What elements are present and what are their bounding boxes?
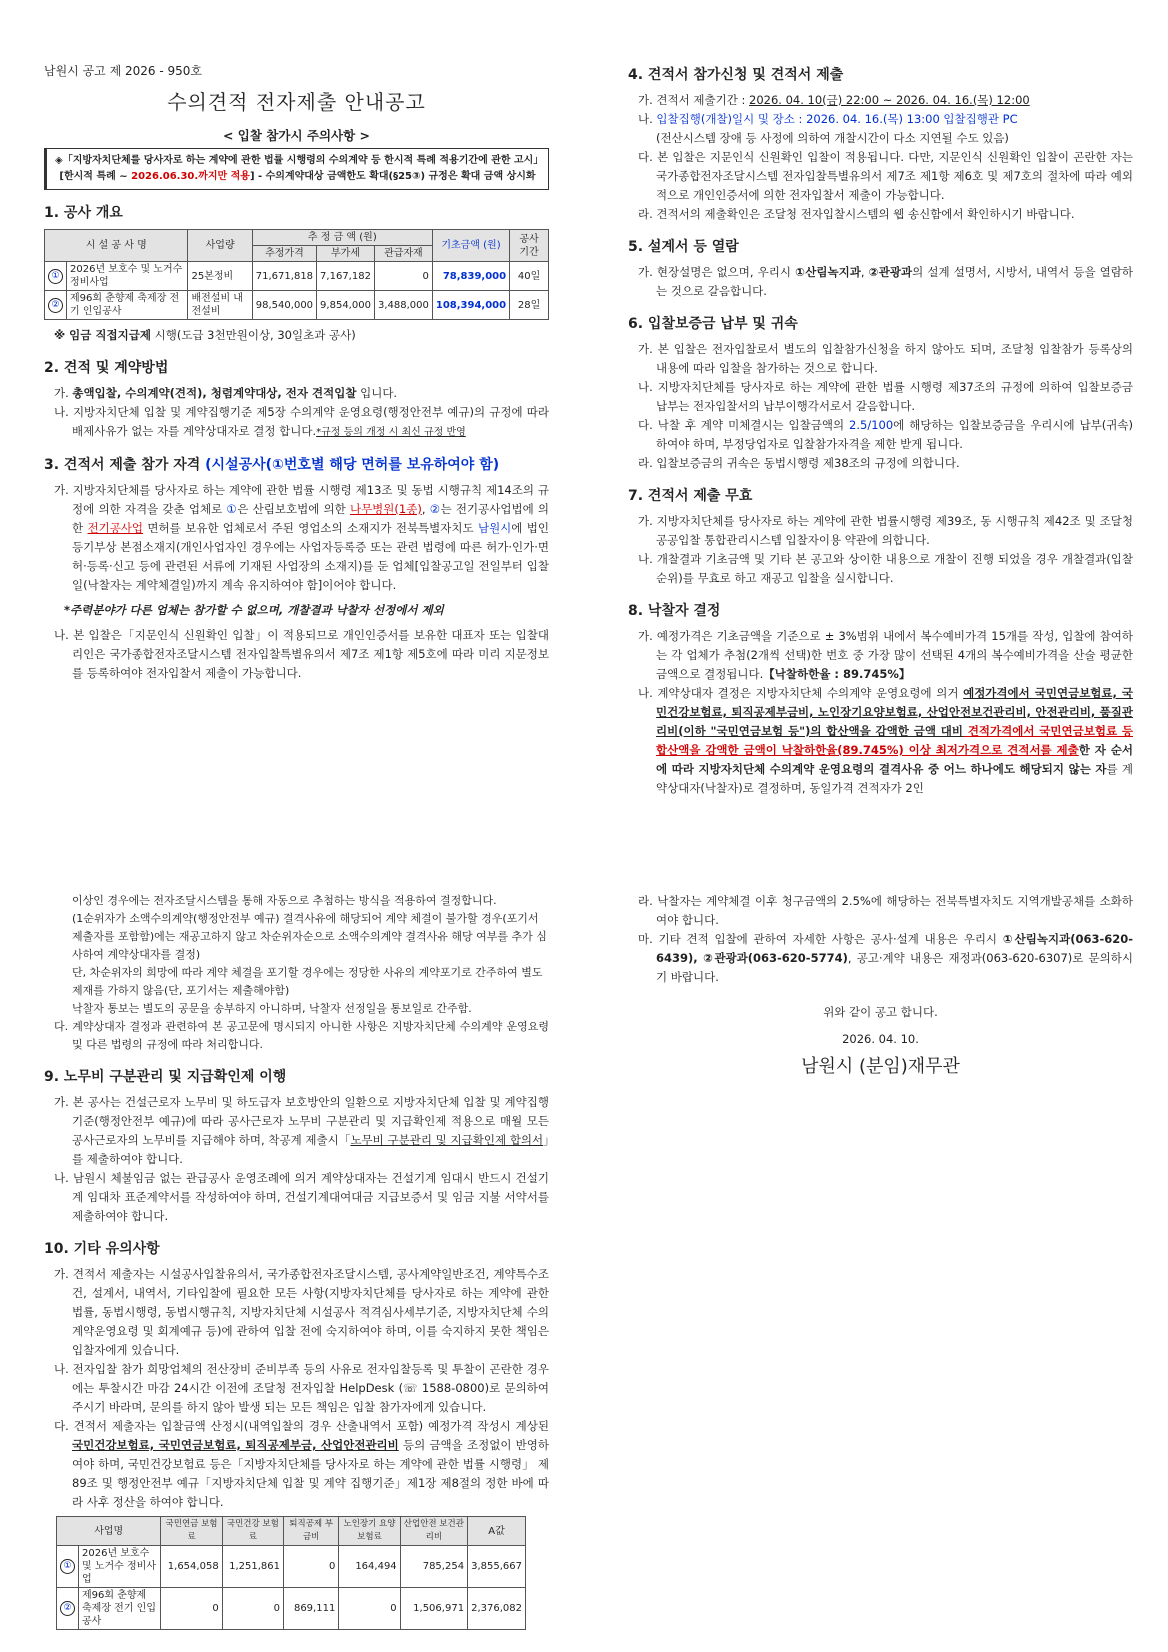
section-1-title: 1. 공사 개요 <box>44 205 123 221</box>
th-base: 기초금액 (원) <box>432 230 509 262</box>
s10-na: 나. 전자입찰 참가 희망업체의 전산장비 준비부족 등의 사유로 전자입찰등록 및 투찰이 곤란한 경우에는 투찰시간 마감 24시간 이전에 조달청 전자입찰 HelpDesk (☏ 1588-0800)로 문의하여 주시기 바라며, 문의를 하지 않아 발생 되는 모든 책임은 입찰 참가자에게 있습니다. <box>54 1362 549 1414</box>
s2-na: 나. 지방자치단체 입찰 및 계약집행기준 제5장 수의계약 운영요령(행정안전부 예규)의 규정에 따라 배제사유가 없는 자를 계약상대자로 결정 합니다.*규정 등의 개정 시 최신 규정 반영 <box>54 405 549 438</box>
s8-cont-3: 단, 차순위자의 희망에 따라 계약 체결을 포기할 경우에는 정당한 사유의 계약포기로 간주하여 별도 제재를 가하지 않음(단, 포기서는 제출해야함) <box>72 966 543 997</box>
table-row: ① 2026년 보호수 및 노거수 정비사업 25본정비 71,671,818 7,167,182 0 78,839,000 40일 <box>45 262 549 291</box>
section-8-title: 8. 낙찰자 결정 <box>628 603 721 619</box>
s8-da: 다. 계약상대자 결정과 관련하여 본 공고문에 명시되지 아니한 사항은 지방자치단체 수의계약 운영요령 및 다른 법령의 규정에 따라 처리합니다. <box>54 1020 549 1051</box>
th-vat: 부가세 <box>317 246 375 262</box>
caution-line-1: ◈「지방자치단체를 당사자로 하는 계약에 관한 법률 시행령의 수의계약 등 한시적 특례 적용기간에 관한 고시」 <box>55 155 544 166</box>
s4-ra: 라. 견적서의 제출확인은 조달청 전자입찰시스템의 웹 송신함에서 확인하시기 바랍니다. <box>638 207 1075 221</box>
s3-na: 나. 본 입찰은「지문인식 신원확인 입찰」이 적용되므로 개인인증서를 보유한 대표자 또는 입찰대리인은 국가종합전자조달시스템 전자입찰특별유의서 제7조 제1항 제5호에 따라 미리 지문정보를 등록하여야 전자입찰서 제출이 가능합니다. <box>54 628 549 680</box>
section-2-title: 2. 견적 및 계약방법 <box>44 360 169 376</box>
s7-ga: 가. 지방자치단체를 당사자로 하는 계약에 관한 법률시행령 제39조, 동 시행규칙 제42조 및 조달청 공공입찰 통합관리시스템 입찰자이용 약관에 의합니다. <box>638 514 1133 547</box>
right-column-top <box>628 62 1133 798</box>
s6-na: 나. 지방자치단체를 당사자로 하는 계약에 관한 법률 시행령 제37조의 규정에 의하여 입찰보증금 납부는 전자입찰서의 납부이행각서로서 갈음합니다. <box>638 380 1133 413</box>
th-est-price: 추정가격 <box>252 246 316 262</box>
s8-ma: 마. 기타 견적 입찰에 관하여 자세한 사항은 공사·설계 내용은 우리시 ①산림녹지과(063-620-6439), ②관광과(063-620-5774), 공고·계약 내용은 재정과(063-620-6307)로 문의하시기 바랍니다. <box>638 932 1134 984</box>
table-row: ① 2026년 보호수 및 노거수 정비사업 1,654,058 1,251,861 0 164,494 785,254 3,855,667 <box>57 1546 526 1588</box>
s4-da: 다. 본 입찰은 지문인식 신원확인 입찰이 적용됩니다. 다만, 지문인식 신원확인 입찰이 곤란한 자는 국가종합전자조달시스템 전자입찰특별유의서 제7조 제1항 제6호 및 제7호의 절차에 따라 예외적으로 개인인증서에 의한 전자입찰서 제출이 가능합니다. <box>638 150 1133 202</box>
s3-ga: 가. 지방자치단체를 당사자로 하는 계약에 관한 법률 시행령 제13조 및 동법 시행규칙 제14조의 규정에 의한 자격을 갖춘 업체로 ①은 산림보호법에 의한 나무병원(1종), ②는 전기공사업법에 의한 전기공사업 면허를 보유한 업체로서 주된 영업소의 소재지가 전북특별자치도 남원시에 법인등기부상 본점소재지(개인사업자인 경우에는 사업자등록증 또는 관련 법령에 따른 허가·인가·면허·등록·신고 등에 관련된 서류에 기재된 사업장의 소재지)를 둔 업체[입찰공고일 전일부터 입찰일(낙찰자는 계약체결일)까지 계속 유지하여야 함]이어야 합니다. <box>54 483 550 592</box>
closing-line: 위와 같이 공고 합니다. <box>823 1005 938 1019</box>
right-column-bottom <box>628 892 1133 1076</box>
s8-ga: 가. 예정가격은 기초금액을 기준으로 ± 3%범위 내에서 복수예비가격 15개를 작성, 입찰에 참여하는 각 업체가 추첨(2개씩 선택)한 번호 중 가장 많이 선택된 4개의 복수예비가격을 산술 평균한 금액으로 결정됩니다.【낙찰하한율 : 89.745%】 <box>638 629 1133 681</box>
s10-ga: 가. 견적서 제출자는 시설공사입찰유의서, 국가종합전자조달시스템, 공사계약일반조건, 계약특수조건, 설계서, 내역서, 기타입찰에 필요한 모든 사항(지방자치단체를 당사자로 하는 계약에 관한 법률, 동법시행령, 동법시행규칙, 지방자치단체 시설공사 적격심사세부기준, 지방자치단체 수의계약운영요령 및 회계예규 등)에 관하여 입찰 전에 숙지하여야 하며, 이를 숙지하지 못한 책임은 입찰자에게 있습니다. <box>54 1267 549 1357</box>
th-est: 추 정 금 액 (원) <box>252 230 432 246</box>
table-row: ② 제96회 춘향제 축제장 전기 인입공사 0 0 869,111 0 1,506,971 2,376,082 <box>57 1588 526 1630</box>
caution-heading: < 입찰 참가시 주의사항 > <box>222 128 371 143</box>
s9-ga: 가. 본 공사는 건설근로자 노무비 및 하도급자 보호방안의 일환으로 지방자치단체 입찰 및 계약집행기준(행정안전부 예규)에 따라 공사근로자 노무비 구분관리 및 지급확인제 적용으로 매월 모든 공사근로자의 노무비를 지급해야 하며, 착공계 제출시「노무비 구분관리 및 지급확인제 합의서」를 제출하여야 합니다. <box>54 1095 549 1166</box>
wage-direct-pay-note: ※ 임금 직접지급제 시행(도급 3천만원이상, 30일초과 공사) <box>54 328 356 342</box>
th-material: 관급자재 <box>374 246 432 262</box>
s10-da: 다. 견적서 제출자는 입찰금액 산정시(내역입찰의 경우 산출내역서 포함) 예정가격 작성시 계상된 국민건강보험료, 국민연금보험료, 퇴직공제부금, 산업안전관리비 등의 금액을 조정없이 반영하여야 하며, 국민건강보험료 등은「지방자치단체를 당사자로 하는 계약에 관한 법률 시행령」 제89조 및 행정안전부 예규「지방자치단체 입찰 및 계약 집행기준」제1장 제8절의 정한 바에 따라 사후 정산을 하여야 합니다. <box>54 1419 549 1509</box>
section-4-title: 4. 견적서 참가신청 및 견적서 제출 <box>628 67 844 83</box>
s2-ga: 가. 총액입찰, 수의계약(견적), 청렴계약대상, 전자 견적입찰 입니다. <box>54 386 398 400</box>
caution-box <box>44 148 549 190</box>
notice-number: 남원시 공고 제 2026 - 950호 <box>44 64 202 78</box>
closing-org: 남원시 (분임)재무관 <box>801 1056 960 1077</box>
caution-line-2: [한시적 특례 ~ 2026.06.30.까지만 적용] - 수의계약대상 금액한도 확대(§25③) 규정은 확대 금액 상시화 <box>59 171 536 182</box>
s7-na: 나. 개찰결과 기초금액 및 기타 본 공고와 상이한 내용으로 개찰이 진행 되었을 경우 개찰결과(입찰순위)를 무효로 하고 재공고 입찰을 실시합니다. <box>638 552 1133 585</box>
s8-cont-4: 낙찰자 통보는 별도의 공문을 송부하지 아니하며, 낙찰자 선정일을 통보일로 간주함. <box>72 1002 472 1015</box>
s4-ga: 가. 견적서 제출기간 : 2026. 04. 10(금) 22:00 ~ 2026. 04. 16.(목) 12:00 <box>638 93 1030 107</box>
section-3-title: 3. 견적서 제출 참가 자격 (시설공사(①번호별 해당 면허를 보유하여야 함) <box>44 457 500 473</box>
closing-date: 2026. 04. 10. <box>842 1032 919 1046</box>
th-name: 시 설 공 사 명 <box>45 230 188 262</box>
section-5-title: 5. 설계서 등 열람 <box>628 239 739 255</box>
s8-na: 나. 계약상대자 결정은 지방자치단체 수의계약 운영요령에 의거 예정가격에서 국민연금보험료, 국민건강보험료, 퇴직공제부금비, 노인장기요양보험료, 산업안전보건관리비, 안전관리비, 품질관리비(이하 "국민연금보험 등")의 합산액을 감액한 금액 대비 견적가격에서 국민연금보험료 등 합산액을 감액한 금액이 낙찰하한율(89.745%) 이상 최저가격으로 견적서를 제출한 자 순서에 따라 지방자치단체 수의계약 운영요령의 결격사유 중 어느 하나에도 해당되지 않는 자를 계약상대자(낙찰자)로 결정하며, 동일가격 견적자가 2인 <box>638 686 1134 795</box>
table-row: ② 제96회 춘향제 축제장 전기 인입공사 배전설비 내전설비 98,540,000 9,854,000 3,488,000 108,394,000 28일 <box>45 291 549 320</box>
project-overview-table <box>44 229 549 320</box>
s6-ra: 라. 입찰보증금의 귀속은 동법시행령 제38조의 규정에 의합니다. <box>638 456 960 470</box>
closing <box>628 1003 1133 1076</box>
page-title: 수의견적 전자제출 안내공고 <box>167 90 426 114</box>
s6-ga: 가. 본 입찰은 전자입찰로서 별도의 입찰참가신청을 하지 않아도 되며, 조달청 입찰참가 등록상의 내용에 따라 입찰을 참가하는 것으로 합니다. <box>638 342 1133 375</box>
s8-cont-1: 이상인 경우에는 전자조달시스템을 통해 자동으로 추첨하는 방식을 적용하여 결정합니다. <box>72 894 497 907</box>
th-type: 사업량 <box>188 230 252 262</box>
s8-ra: 라. 낙찰자는 계약체결 이후 청구금액의 2.5%에 해당하는 전북특별자치도 지역개발공채를 소화하여야 합니다. <box>638 894 1133 927</box>
th-period: 공사 기간 <box>510 230 549 262</box>
s4-na: 나. 입찰집행(개찰)일시 및 장소 : 2026. 04. 16.(목) 13:00 입찰집행관 PC <box>638 112 1018 126</box>
s3-italic-note: *주력분야가 다른 업체는 참가할 수 없으며, 개찰결과 낙찰자 선정에서 제외 <box>64 603 444 617</box>
left-column-bottom <box>44 892 549 1630</box>
s4-na-note: (전산시스템 장애 등 사정에 의하여 개찰시간이 다소 지연될 수도 있음) <box>656 131 1009 145</box>
section-7-title: 7. 견적서 제출 무효 <box>628 488 753 504</box>
insurance-table: 사업명 국민연금 보험료 국민건강 보험료 퇴직공제 부금비 노인장기 요양보험료 산업안전 보건관리비 A값 ① 2026년 보호수 및 노거수 정비사업 1,654,058 1,251,861 0 164,494 785,254 3,855,667 ② 제96회 춘향제 축제장 전기 인입공사 0 0 869,111 0 1,506,971 2,376,082 <box>56 1516 526 1630</box>
section-6-title: 6. 입찰보증금 납부 및 귀속 <box>628 316 798 332</box>
s8-cont-2: (1순위자가 소액수의계약(행정안전부 예규) 결격사유에 해당되어 계약 체결이 불가할 경우(포기서 제출자를 포함함)에는 재공고하지 않고 차순위자순으로 소액수의계약 결격사유 해당 여부를 추가 심사하여 계약상대자를 결정) <box>72 912 547 961</box>
s6-da: 다. 낙찰 후 계약 미체결시는 입찰금액의 2.5/100에 해당하는 입찰보증금을 우리시에 납부(귀속) 하여야 하며, 부정당업자로 입찰참가자격을 제한 받게 됩니다. <box>638 418 1133 451</box>
s5-ga: 가. 현장설명은 없으며, 우리시 ①산림녹지과, ②관광과의 설계 설명서, 시방서, 내역서 등을 열람하는 것으로 갈음합니다. <box>638 265 1133 298</box>
section-10-title: 10. 기타 유의사항 <box>44 1241 160 1257</box>
section-9-title: 9. 노무비 구분관리 및 지급확인제 이행 <box>44 1069 287 1085</box>
s9-na: 나. 남원시 체불임금 없는 관급공사 운영조례에 의거 계약상대자는 건설기계 임대시 반드시 건설기계 임대차 표준계약서를 작성하여야 하며, 건설기계대여대금 지급보증서 및 임금 지불 서약서를 제출하여야 합니다. <box>54 1171 549 1223</box>
left-column-top <box>44 62 549 683</box>
